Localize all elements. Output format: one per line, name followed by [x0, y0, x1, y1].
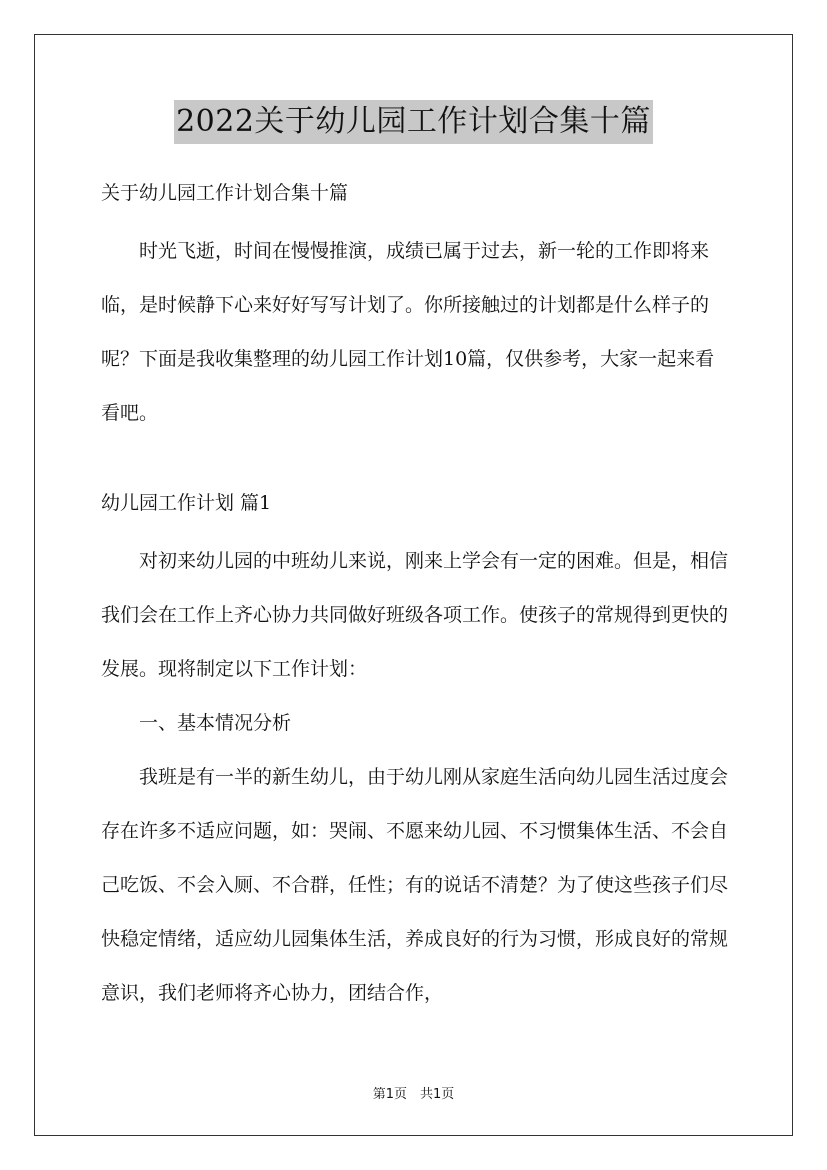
document-subtitle: 关于幼儿园工作计划合集十篇	[101, 182, 349, 204]
subheading-basic-analysis: 一、基本情况分析	[139, 712, 292, 734]
body-paragraph-1: 对初来幼儿园的中班幼儿来说，刚来上学会有一定的困难。但是，相信我们会在工作上齐心协力共同做好班级各项工作。使孩子的常规得到更快的发展。现将制定以下工作计划：	[101, 550, 729, 680]
document-body	[101, 170, 728, 1020]
section-heading: 幼儿园工作计划 篇1	[101, 492, 272, 514]
intro-paragraph: 时光飞逝，时间在慢慢推演，成绩已属于过去，新一轮的工作即将来临，是时候静下心来好好写写计划了。你所接触过的计划都是什么样子的呢？下面是我收集整理的幼儿园工作计划10篇，仅供参考，大家一起来看看吧。	[101, 240, 715, 424]
body-paragraph-2: 我班是有一半的新生幼儿，由于幼儿刚从家庭生活向幼儿园生活过度会存在许多不适应问题，如：哭闹、不愿来幼儿园、不习惯集体生活、不会自己吃饭、不会入厕、不合群，任性；有的说话不清楚？为了使这些孩子们尽快稳定情绪，适应幼儿园集体生活，养成良好的行为习惯，形成良好的常规意识，我们老师将齐心协力，团结合作，	[101, 766, 729, 1004]
page-footer: 第1页 共1页	[372, 1087, 455, 1102]
document-title: 2022关于幼儿园工作计划合集十篇	[174, 100, 653, 144]
title-area	[0, 100, 827, 144]
